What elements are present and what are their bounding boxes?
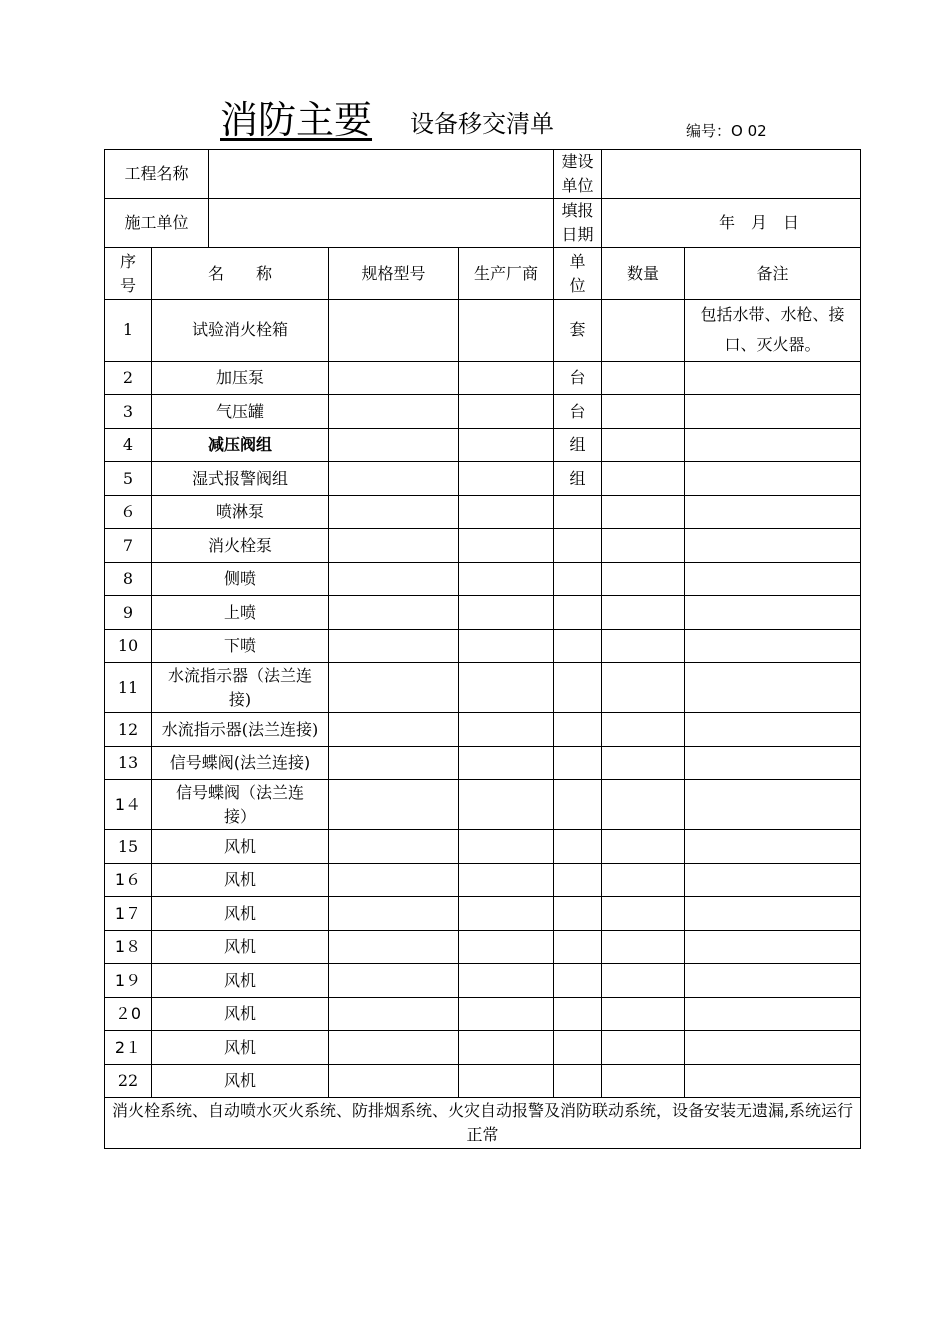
row-spec	[329, 930, 459, 964]
table-row	[105, 1064, 861, 1098]
row-unit	[554, 1064, 602, 1098]
row-spec	[329, 964, 459, 998]
row-name: 减压阀组	[152, 428, 329, 462]
row-unit	[554, 746, 602, 780]
row-spec	[329, 300, 459, 362]
table-row	[105, 663, 861, 713]
table-row	[105, 863, 861, 897]
row-remark	[685, 596, 861, 630]
info-row-contractor	[105, 199, 861, 248]
row-maker	[459, 462, 554, 496]
row-maker	[459, 964, 554, 998]
row-unit	[554, 713, 602, 747]
row-name: 试验消火栓箱	[152, 300, 329, 362]
row-seq: 2１	[105, 1031, 152, 1065]
col-spec-header: 规格型号	[329, 248, 459, 300]
row-remark	[685, 495, 861, 529]
row-seq: 22	[105, 1064, 152, 1098]
row-remark	[685, 395, 861, 429]
col-seq-header: 序号	[105, 248, 152, 300]
table-row	[105, 300, 861, 362]
info-row-project	[105, 150, 861, 199]
row-spec	[329, 562, 459, 596]
table-row	[105, 746, 861, 780]
row-qty	[602, 964, 685, 998]
owner-field[interactable]	[602, 150, 861, 199]
row-maker	[459, 863, 554, 897]
table-row	[105, 562, 861, 596]
row-qty	[602, 713, 685, 747]
row-name: 风机	[152, 863, 329, 897]
col-name-header: 名 称	[152, 248, 329, 300]
row-qty	[602, 462, 685, 496]
row-seq: 12	[105, 713, 152, 747]
row-seq: 4	[105, 428, 152, 462]
row-seq: ６	[105, 495, 152, 529]
row-unit	[554, 964, 602, 998]
row-remark	[685, 830, 861, 864]
contractor-label: 施工单位	[105, 199, 209, 248]
date-field[interactable]: 年 月 日	[602, 199, 861, 248]
row-seq: 1８	[105, 930, 152, 964]
table-row	[105, 361, 861, 395]
row-name: 气压罐	[152, 395, 329, 429]
row-seq: 7	[105, 529, 152, 563]
row-name: 水流指示器（法兰连接)	[152, 663, 329, 713]
row-qty	[602, 395, 685, 429]
row-maker	[459, 395, 554, 429]
row-unit: 组	[554, 462, 602, 496]
handover-table	[104, 149, 861, 1149]
row-name: 风机	[152, 964, 329, 998]
row-maker	[459, 495, 554, 529]
row-unit: 台	[554, 395, 602, 429]
table-row	[105, 964, 861, 998]
row-spec	[329, 395, 459, 429]
row-maker	[459, 300, 554, 362]
row-seq: 2	[105, 361, 152, 395]
row-name: 信号蝶阀(法兰连接)	[152, 746, 329, 780]
row-spec	[329, 529, 459, 563]
row-name: 喷淋泵	[152, 495, 329, 529]
row-remark	[685, 462, 861, 496]
row-qty	[602, 663, 685, 713]
row-seq: ２0	[105, 997, 152, 1031]
row-remark	[685, 780, 861, 830]
row-spec	[329, 997, 459, 1031]
row-unit	[554, 596, 602, 630]
row-seq: 1７	[105, 897, 152, 931]
row-qty	[602, 830, 685, 864]
date-label: 填报日期	[554, 199, 602, 248]
row-spec	[329, 462, 459, 496]
row-remark	[685, 361, 861, 395]
row-unit: 套	[554, 300, 602, 362]
row-remark	[685, 964, 861, 998]
row-maker	[459, 1064, 554, 1098]
row-maker	[459, 663, 554, 713]
row-spec	[329, 629, 459, 663]
row-spec	[329, 897, 459, 931]
row-seq: 5	[105, 462, 152, 496]
row-spec	[329, 746, 459, 780]
row-qty	[602, 780, 685, 830]
project-name-field[interactable]	[209, 150, 554, 199]
row-spec	[329, 1031, 459, 1065]
row-qty	[602, 746, 685, 780]
table-row	[105, 897, 861, 931]
row-remark	[685, 529, 861, 563]
row-qty	[602, 897, 685, 931]
footer-row	[105, 1098, 861, 1149]
row-qty	[602, 863, 685, 897]
row-remark	[685, 1064, 861, 1098]
row-maker	[459, 361, 554, 395]
contractor-field[interactable]	[209, 199, 554, 248]
row-seq: 1４	[105, 780, 152, 830]
row-maker	[459, 997, 554, 1031]
column-header-row	[105, 248, 861, 300]
row-maker	[459, 713, 554, 747]
table-row	[105, 1031, 861, 1065]
row-unit	[554, 830, 602, 864]
row-maker	[459, 596, 554, 630]
table-row	[105, 395, 861, 429]
row-name: 风机	[152, 930, 329, 964]
row-maker	[459, 930, 554, 964]
row-spec	[329, 780, 459, 830]
row-unit: 组	[554, 428, 602, 462]
document-subtitle: 设备移交清单	[410, 110, 554, 138]
row-spec	[329, 1064, 459, 1098]
row-unit	[554, 495, 602, 529]
row-qty	[602, 629, 685, 663]
table-row	[105, 529, 861, 563]
row-seq: 3	[105, 395, 152, 429]
row-unit	[554, 629, 602, 663]
row-name: 风机	[152, 897, 329, 931]
row-name: 湿式报警阀组	[152, 462, 329, 496]
row-qty	[602, 1064, 685, 1098]
row-seq: 11	[105, 663, 152, 713]
row-seq: 1９	[105, 964, 152, 998]
row-remark	[685, 930, 861, 964]
row-spec	[329, 495, 459, 529]
project-name-label: 工程名称	[105, 150, 209, 199]
row-maker	[459, 1031, 554, 1065]
row-qty	[602, 300, 685, 362]
col-unit-header: 单位	[554, 248, 602, 300]
row-spec	[329, 863, 459, 897]
row-name: 上喷	[152, 596, 329, 630]
row-unit: 台	[554, 361, 602, 395]
row-qty	[602, 361, 685, 395]
row-name: 风机	[152, 1064, 329, 1098]
table-row	[105, 462, 861, 496]
row-spec	[329, 428, 459, 462]
row-spec	[329, 830, 459, 864]
document-number: 编号：O 02	[686, 122, 767, 140]
table-row	[105, 629, 861, 663]
row-unit	[554, 897, 602, 931]
row-unit	[554, 1031, 602, 1065]
row-remark	[685, 997, 861, 1031]
row-seq: 9	[105, 596, 152, 630]
row-maker	[459, 830, 554, 864]
row-unit	[554, 529, 602, 563]
row-maker	[459, 562, 554, 596]
col-maker-header: 生产厂商	[459, 248, 554, 300]
row-name: 加压泵	[152, 361, 329, 395]
table-row	[105, 713, 861, 747]
row-maker	[459, 897, 554, 931]
table-row	[105, 780, 861, 830]
row-unit	[554, 863, 602, 897]
row-name: 下喷	[152, 629, 329, 663]
row-remark	[685, 713, 861, 747]
row-name: 风机	[152, 830, 329, 864]
row-remark	[685, 1031, 861, 1065]
row-spec	[329, 713, 459, 747]
row-qty	[602, 997, 685, 1031]
row-spec	[329, 596, 459, 630]
row-seq: 15	[105, 830, 152, 864]
row-maker	[459, 529, 554, 563]
col-qty-header: 数量	[602, 248, 685, 300]
table-row	[105, 997, 861, 1031]
row-maker	[459, 428, 554, 462]
row-seq: 1６	[105, 863, 152, 897]
table-row	[105, 495, 861, 529]
row-maker	[459, 746, 554, 780]
row-spec	[329, 361, 459, 395]
row-remark: 包括水带、水枪、接口、灭火器。	[685, 300, 861, 362]
row-name: 侧喷	[152, 562, 329, 596]
col-remark-header: 备注	[685, 248, 861, 300]
owner-label: 建设单位	[554, 150, 602, 199]
row-remark	[685, 863, 861, 897]
row-name: 水流指示器(法兰连接)	[152, 713, 329, 747]
row-qty	[602, 930, 685, 964]
row-remark	[685, 629, 861, 663]
row-seq: 10	[105, 629, 152, 663]
row-remark	[685, 663, 861, 713]
row-remark	[685, 428, 861, 462]
row-qty	[602, 1031, 685, 1065]
row-qty	[602, 596, 685, 630]
row-unit	[554, 562, 602, 596]
conclusion-text: 消火栓系统、自动喷水灭火系统、防排烟系统、火灾自动报警及消防联动系统，设备安装无遗漏,系统运行正常	[105, 1098, 861, 1149]
row-qty	[602, 428, 685, 462]
row-name: 风机	[152, 997, 329, 1031]
table-row	[105, 930, 861, 964]
row-seq: 8	[105, 562, 152, 596]
row-name: 信号蝶阀（法兰连接）	[152, 780, 329, 830]
row-maker	[459, 629, 554, 663]
row-qty	[602, 562, 685, 596]
row-maker	[459, 780, 554, 830]
equipment-rows	[105, 300, 861, 1098]
row-seq: 1	[105, 300, 152, 362]
row-name: 风机	[152, 1031, 329, 1065]
table-row	[105, 596, 861, 630]
row-seq: 13	[105, 746, 152, 780]
row-unit	[554, 997, 602, 1031]
row-remark	[685, 746, 861, 780]
row-remark	[685, 897, 861, 931]
row-remark	[685, 562, 861, 596]
row-qty	[602, 529, 685, 563]
row-unit	[554, 930, 602, 964]
document-title: 消防主要	[220, 98, 373, 142]
row-name: 消火栓泵	[152, 529, 329, 563]
table-row	[105, 428, 861, 462]
row-qty	[602, 495, 685, 529]
row-unit	[554, 663, 602, 713]
row-spec	[329, 663, 459, 713]
row-unit	[554, 780, 602, 830]
table-row	[105, 830, 861, 864]
